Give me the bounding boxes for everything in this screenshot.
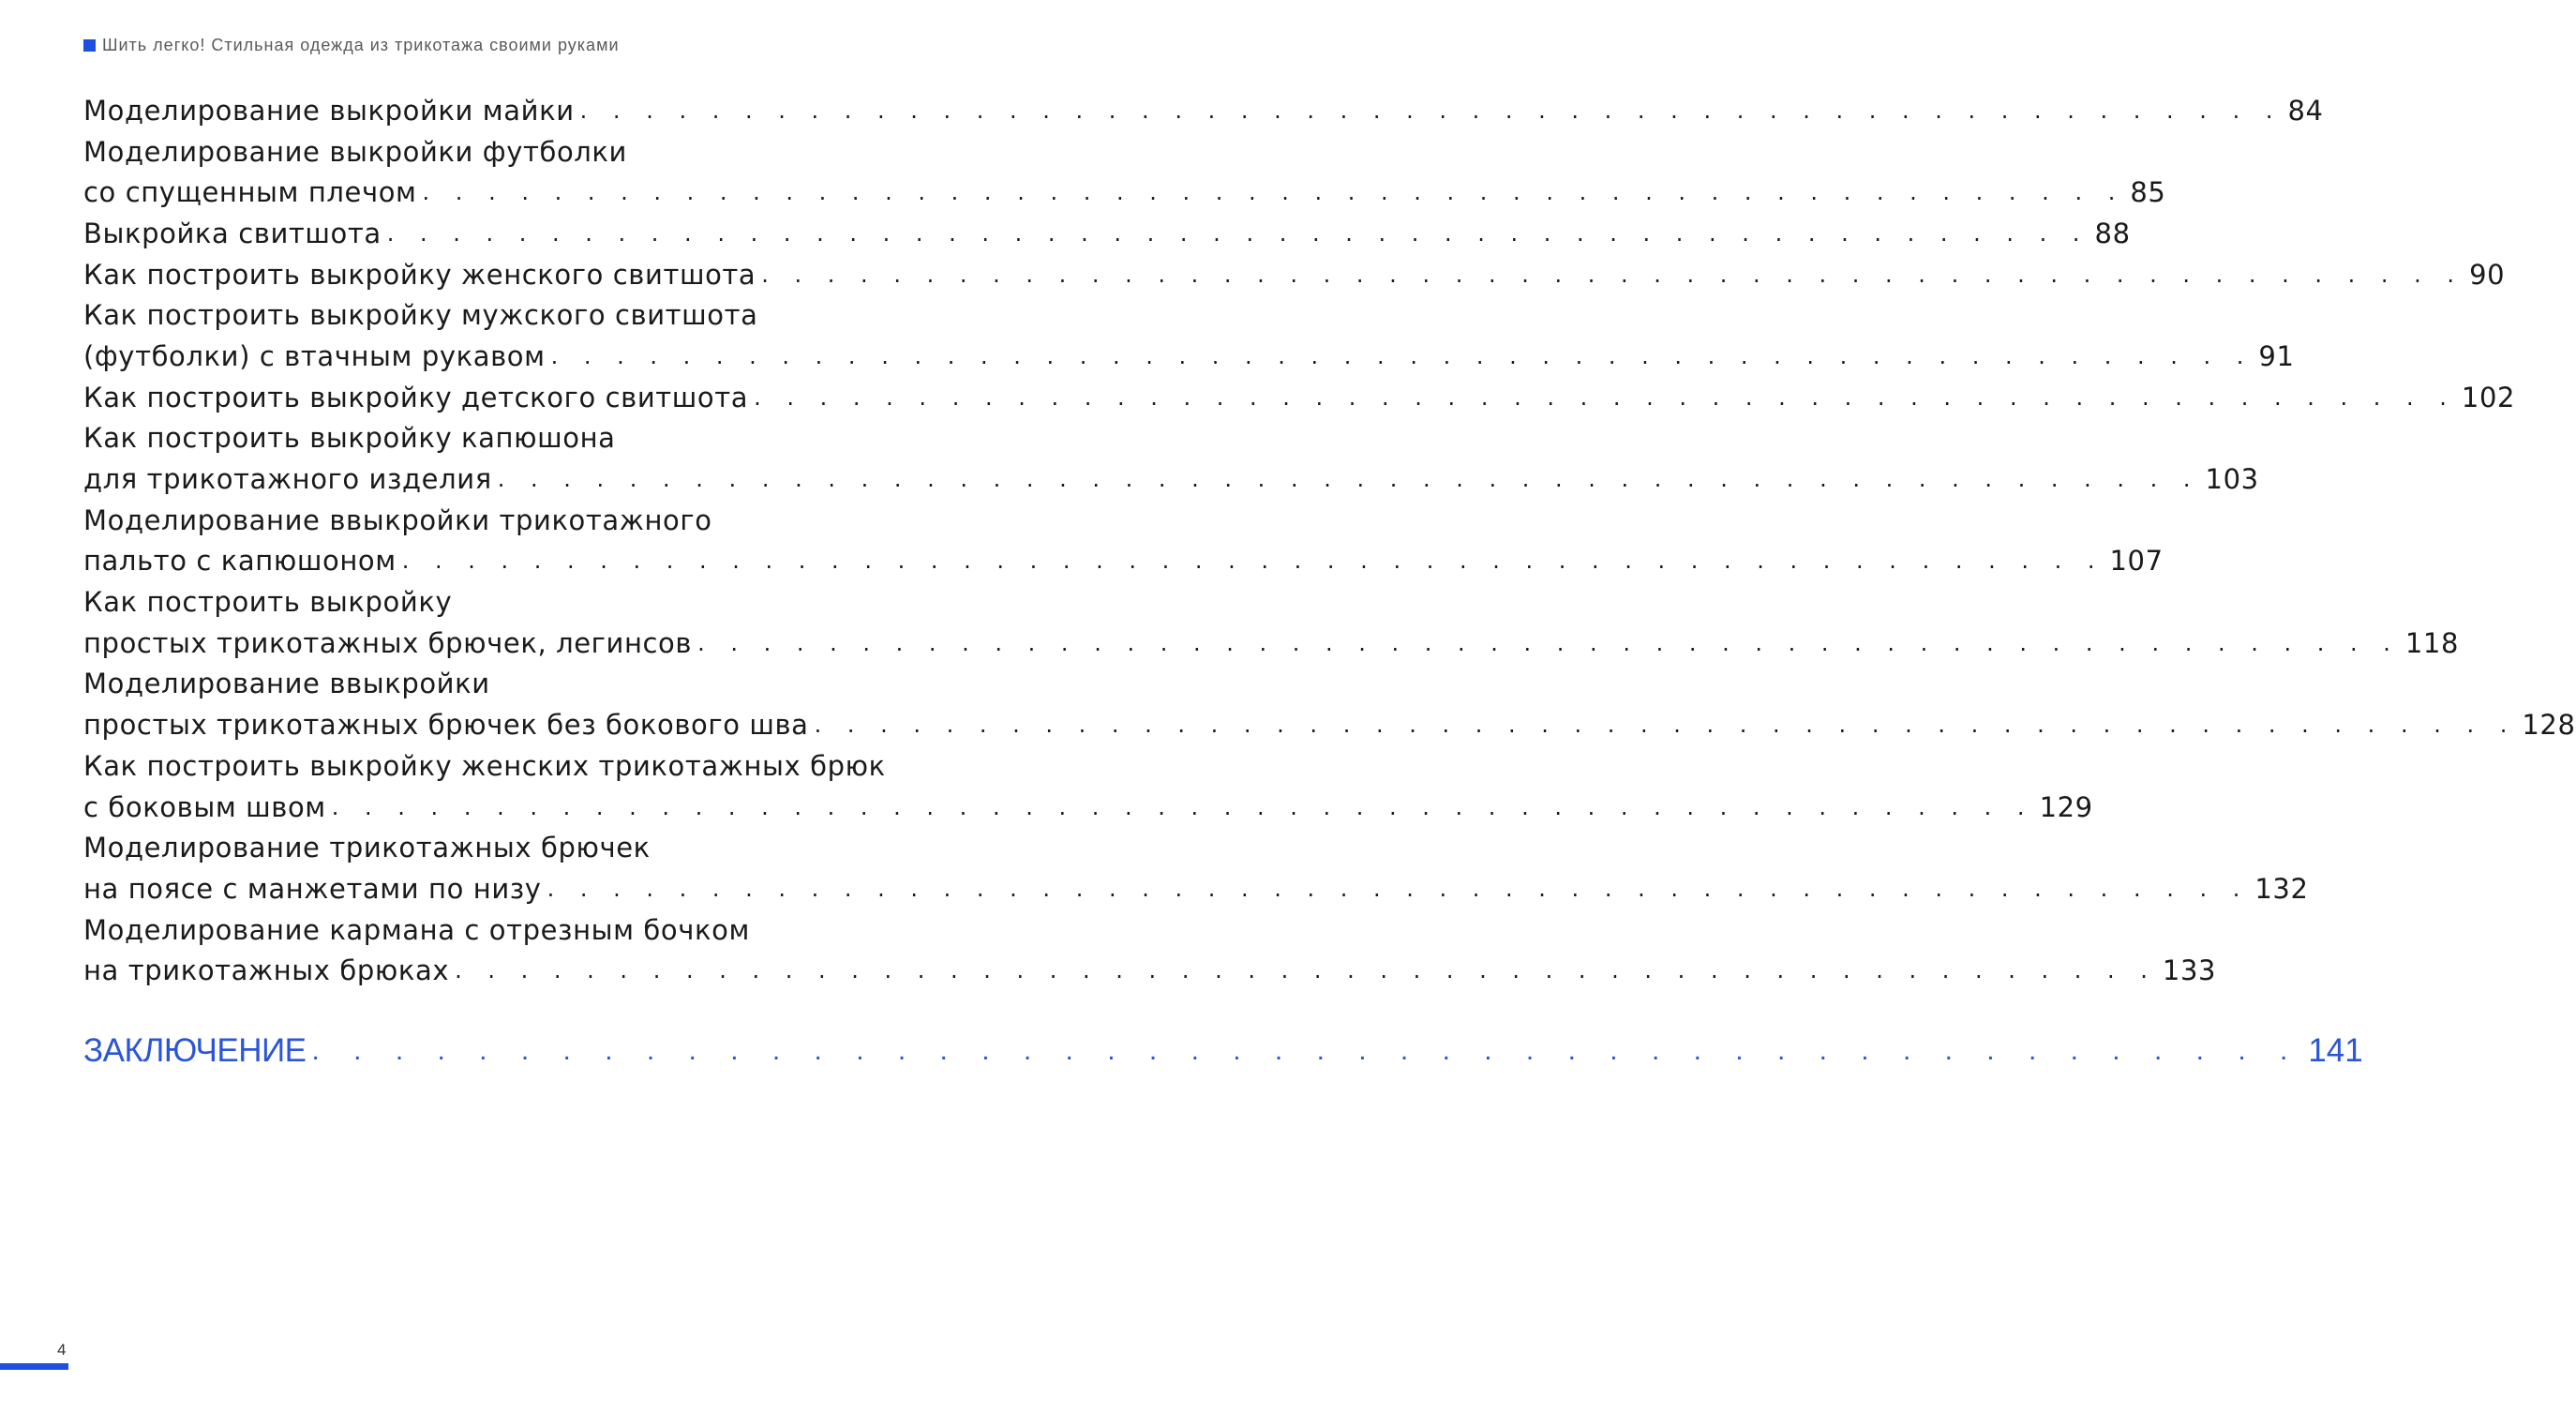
toc-entry-line[interactable] <box>83 868 2309 909</box>
toc-entry-line[interactable] <box>83 541 2164 582</box>
toc-entry-title: Выкройка свитшота <box>83 217 382 249</box>
toc-entry-line <box>83 418 1001 459</box>
toc-entry-page-number: 129 <box>2039 790 2093 823</box>
toc-entry-line[interactable] <box>83 377 2516 418</box>
toc-dot-leader: . . . . . . . . . . . . . . . . . . . . . . . . . . . . . . . . . . . . . . . . . . . . . . . . . . . . <box>754 383 2456 411</box>
toc-entry-title: Как построить выкройку женского свитшота <box>83 258 756 291</box>
running-header-title: Шить легко! Стильная одежда из трикотажа своими руками <box>102 36 620 54</box>
toc-entry-line[interactable] <box>83 704 2576 745</box>
toc-entry-title: Моделирование кармана с отрезным бочком <box>83 913 750 946</box>
toc-entry-line <box>83 500 1001 541</box>
toc-entry-line <box>83 131 1001 173</box>
toc-dot-leader: . . . . . . . . . . . . . . . . . . . . . . . . . . . . . . . . . . . . . . . . . . . . . . . . . . . . <box>550 342 2254 369</box>
toc-entry-title: для трикотажного изделия <box>83 463 492 496</box>
toc-entry-title: Моделирование ввыкройки <box>83 668 490 700</box>
toc-entry-title: Как построить выкройку капюшона <box>83 422 616 455</box>
toc-entry-title: Как построить выкройку <box>83 586 453 619</box>
toc-dot-leader: . . . . . . . . . . . . . . . . . . . . . . . . . . . . . . . . . . . . . . . . . . . . . . . . . . . . <box>697 629 2400 656</box>
toc-entry-page-number: 133 <box>2162 954 2217 987</box>
toc-entry-conclusion[interactable] <box>83 1029 2363 1073</box>
table-of-contents <box>83 90 2576 991</box>
toc-entry-title: с боковым швом <box>83 790 326 823</box>
toc-dot-leader: . . . . . . . . . . . . . . . . . . . . . . . . . . . . . . . . . . . . . . . . . . . . . . . . . . . . <box>386 219 2089 247</box>
toc-dot-leader: . . . . . . . . . . . . . . . . . . . . . . . . . . . . . . . . . . . . . . . . . . . . . . . . . . . . <box>497 466 2200 493</box>
toc-entry-title: Моделирование выкройки майки <box>83 94 575 127</box>
toc-entry-page-number: 118 <box>2404 626 2460 659</box>
toc-entry-page-number: 90 <box>2469 258 2506 291</box>
toc-entry-line[interactable] <box>83 787 2093 828</box>
toc-entry-line[interactable] <box>83 950 2217 991</box>
toc-entry-title: на поясе с манжетами по низу <box>83 872 542 905</box>
toc-entry-title: Моделирование трикотажных брючек <box>83 832 651 864</box>
toc-entry-title: Как построить выкройку детского свитшота <box>83 381 749 413</box>
toc-entry-title: Как построить выкройку женских трикотажных брюк <box>83 749 886 782</box>
toc-entry-title: Как построить выкройку мужского свитшота <box>83 299 758 332</box>
toc-entry-page-number: 91 <box>2258 339 2295 372</box>
toc-dot-leader: . . . . . . . . . . . . . . . . . . . . . . . . . . . . . . . . . . . . . . . . . . . . . . . . . . . . <box>455 957 2157 984</box>
toc-entry-title: простых трикотажных брючек без бокового шва <box>83 709 809 742</box>
conclusion-page-number: 141 <box>2308 1032 2363 1069</box>
toc-dot-leader: . . . . . . . . . . . . . . . . . . . . . . . . . . . . . . . . . . . . . . . . . . . . . . . . . . . . <box>814 712 2517 739</box>
toc-entry-page-number: 85 <box>2130 176 2166 209</box>
toc-dot-leader: . . . . . . . . . . . . . . . . . . . . . . . . . . . . . . . . . . . . . . . . . . . . . . . . . . . . <box>547 875 2250 902</box>
toc-entry-title: на трикотажных брюках <box>83 954 450 987</box>
toc-entry-line <box>83 827 1001 868</box>
footer-accent-bar <box>0 1363 68 1370</box>
toc-entry-title: простых трикотажных брючек, легинсов <box>83 626 693 659</box>
toc-entry-title: со спущенным плечом <box>83 176 417 209</box>
toc-entry-line[interactable] <box>83 336 2295 377</box>
toc-entry-line <box>83 909 1001 951</box>
toc-entry-page-number: 88 <box>2094 217 2131 249</box>
toc-entry-page-number: 102 <box>2461 381 2516 413</box>
running-header <box>83 36 620 55</box>
toc-dot-leader: . . . . . . . . . . . . . . . . . . . . . . . . . . . . . . . . . . . . . . . . . . . . . . . . . . . . <box>579 97 2283 124</box>
header-square-marker <box>83 39 96 52</box>
toc-entry-page-number: 132 <box>2254 872 2309 905</box>
toc-entry-title: (футболки) с втачным рукавом <box>83 339 546 372</box>
toc-entry-line <box>83 581 1001 623</box>
toc-dot-leader: . . . . . . . . . . . . . . . . . . . . . . . . . . . . . . . . . . . . . . . . . . . . . . . . . . . . <box>401 548 2104 575</box>
toc-entry-page-number: 84 <box>2287 94 2324 127</box>
toc-entry-page-number: 107 <box>2109 545 2164 578</box>
toc-entry-line[interactable] <box>83 90 2324 131</box>
toc-entry-line[interactable] <box>83 254 2506 295</box>
toc-entry-line[interactable] <box>83 172 2166 213</box>
toc-entry-title: Моделирование выкройки футболки <box>83 135 627 168</box>
toc-entry-line <box>83 745 1001 787</box>
toc-entry-line <box>83 294 1001 336</box>
toc-dot-leader: . . . . . . . . . . . . . . . . . . . . . . . . . . . . . . . . . . . . . . . . . . . . . . . . . . . . <box>422 179 2125 206</box>
toc-dot-leader: . . . . . . . . . . . . . . . . . . . . . . . . . . . . . . . . . . . . . . . . . . . . . . . . . . . . <box>331 793 2034 820</box>
conclusion-dot-leader: . . . . . . . . . . . . . . . . . . . . . . . . . . . . . . . . . . . . . . . . . . . . . . . . <box>311 1035 2301 1066</box>
toc-entry-title: пальто с капюшоном <box>83 545 397 578</box>
toc-entry-title: Моделирование ввыкройки трикотажного <box>83 503 712 536</box>
toc-entry-line[interactable] <box>83 458 2259 500</box>
toc-entry-line[interactable] <box>83 623 2460 664</box>
toc-entry-page-number: 128 <box>2522 709 2576 742</box>
conclusion-label: ЗАКЛЮЧЕНИЕ <box>83 1032 307 1069</box>
toc-entry-line <box>83 664 1001 705</box>
toc-dot-leader: . . . . . . . . . . . . . . . . . . . . . . . . . . . . . . . . . . . . . . . . . . . . . . . . . . . . <box>761 261 2464 288</box>
page-number: 4 <box>57 1341 67 1359</box>
toc-entry-page-number: 103 <box>2205 463 2259 496</box>
toc-entry-line[interactable] <box>83 213 2131 254</box>
